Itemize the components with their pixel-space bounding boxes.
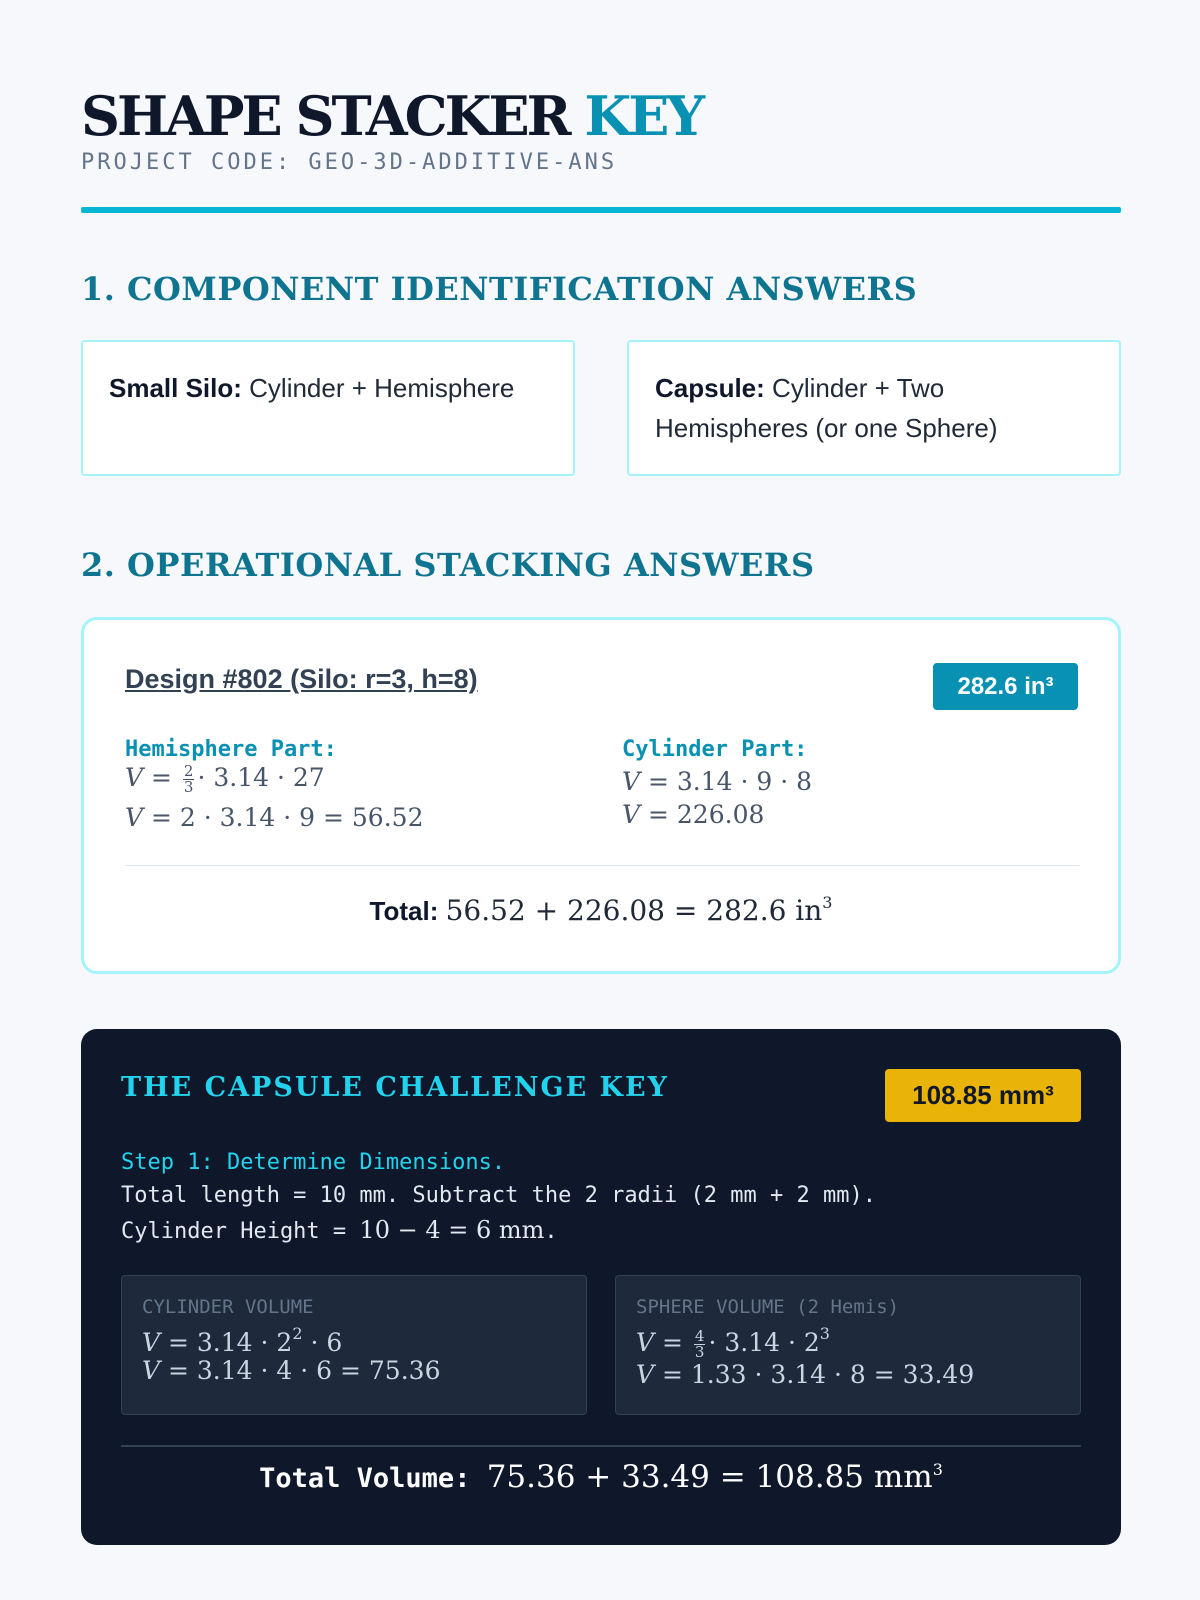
cylinder-equation-1: V = 3.14 · 9 · 8 (622, 767, 813, 796)
design-total: Total: 56.52 + 226.08 = 282.6 $in^3$ (369, 893, 833, 927)
cylinder-volume-equation-1: $V = 3.14 \cdot 2^2 \cdot 6$ (142, 1324, 343, 1357)
design-total-expression: 56.52 + 226.08 = 282.6 $in^3$ (445, 893, 833, 927)
page-title-main: SHAPE STACKER (81, 84, 569, 148)
capsule-total-volume: Total Volume: 75.36 + 33.49 = 108.85 $mm^3$ (259, 1459, 943, 1495)
cylinder-volume-equation-2: V = 3.14 · 4 · 6 = 75.36 (142, 1356, 441, 1385)
capsule-total-expression: 75.36 + 33.49 = 108.85 $mm^3$ (486, 1459, 943, 1495)
answer-card-capsule (627, 340, 1121, 476)
capsule-volume-badge: 108.85 mm³ (885, 1069, 1081, 1122)
fraction: $\frac{4}{3}$ (694, 1327, 705, 1361)
cylinder-part-label: Cylinder Part: (622, 737, 808, 762)
capsule-heading: THE CAPSULE CHALLENGE KEY (121, 1072, 669, 1103)
hemisphere-equation-1: V = $\frac{2}{3}$ · 3.14 · 27 (125, 762, 325, 796)
title-divider (81, 207, 1121, 213)
cylinder-volume-label: CYLINDER VOLUME (142, 1296, 314, 1318)
step-1-label: Step 1: Determine Dimensions. (121, 1150, 506, 1175)
design-802-card (81, 617, 1121, 974)
cylinder-height-text: Cylinder Height = 10 − 4 = 6 mm. (121, 1216, 558, 1244)
capsule-challenge-card (81, 1029, 1121, 1545)
answer-card-text: Cylinder + Hemisphere (241, 373, 515, 403)
answer-card-label: Small Silo: (109, 373, 242, 403)
design-volume-badge: 282.6 in³ (933, 663, 1078, 710)
step-1-text: Total length = 10 mm. Subtract the 2 radii (2 mm + 2 mm). (121, 1183, 876, 1208)
sphere-volume-equation-1: V = $\frac{4}{3}$ · $3.14 \cdot 2^3$ (636, 1324, 830, 1361)
answer-card-text: Cylinder + Two Hemispheres (or one Sphere) (655, 373, 998, 443)
sphere-volume-equation-2: V = 1.33 · 3.14 · 8 = 33.49 (636, 1360, 975, 1389)
design-divider (125, 865, 1080, 866)
section-1-heading: 1. COMPONENT IDENTIFICATION ANSWERS (81, 270, 918, 308)
sphere-volume-label: SPHERE VOLUME (2 Hemis) (636, 1296, 900, 1318)
sphere-volume-box (615, 1275, 1081, 1415)
project-code: PROJECT CODE: GEO-3D-ADDITIVE-ANS (81, 150, 618, 175)
capsule-divider (121, 1445, 1081, 1447)
section-2-heading: 2. OPERATIONAL STACKING ANSWERS (81, 546, 815, 584)
answer-card-label: Capsule: (655, 373, 765, 403)
hemisphere-equation-2: V = 2 · 3.14 · 9 = 56.52 (125, 803, 424, 832)
fraction: $\frac{2}{3}$ (183, 762, 194, 796)
design-title: Design #802 (Silo: r=3, h=8) (125, 664, 478, 694)
page-title-accent: KEY (584, 84, 703, 148)
answer-card-small-silo (81, 340, 575, 476)
cylinder-equation-2: V = 226.08 (622, 800, 765, 829)
page-title (81, 84, 702, 148)
cylinder-volume-box (121, 1275, 587, 1415)
hemisphere-part-label: Hemisphere Part: (125, 737, 337, 762)
